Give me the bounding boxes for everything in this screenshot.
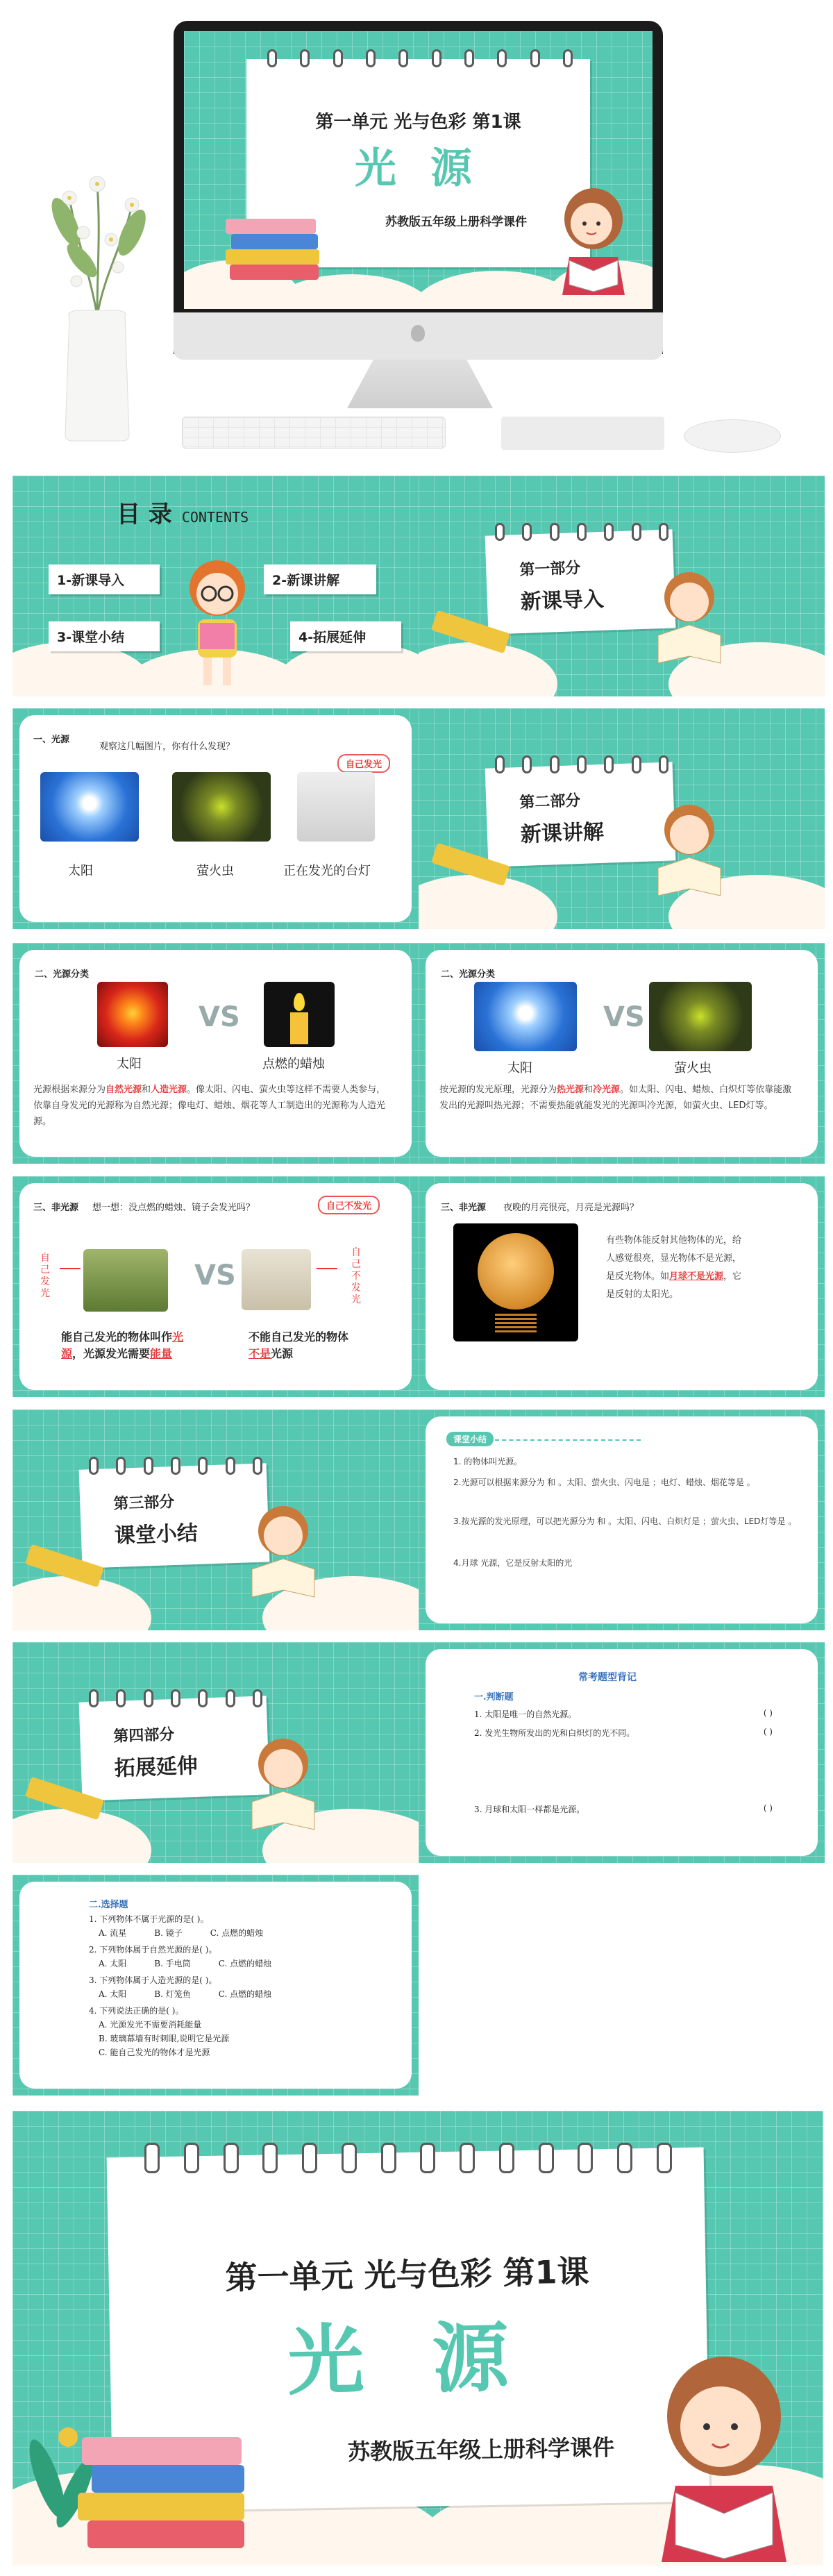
monitor-stand [347, 360, 493, 408]
slide-summary [419, 1410, 825, 1630]
choice-q4: 4. 下列说法正确的是( )。 A. 光源发光不需要消耗能量 B. 玻璃幕墙有时刺眼,说明它是光源 C. 能自己发光的物体才是光源 [89, 2006, 230, 2057]
caption-lamp: 正在发光的台灯 [283, 864, 371, 878]
caption-firefly: 萤火虫 [674, 1061, 712, 1076]
caption-sun: 太阳 [117, 1057, 142, 1071]
choice-q2: 2. 下列物体属于自然光源的是( )。 A. 太阳 B. 手电筒 C. 点燃的蜡烛 [89, 1945, 272, 1968]
judge-item-3: 3. 月球和太阳一样都是光源。 ( ) [474, 1803, 773, 1814]
slide-classify-1 [12, 943, 419, 1164]
keyboard [182, 417, 446, 449]
firefly-photo [172, 772, 271, 842]
side-label-left: 自己发光 [40, 1253, 50, 1299]
toc-heading-en: CONTENTS [181, 509, 249, 526]
girl-reading-illustration [548, 181, 639, 299]
judge-item-1: 1. 太阳是唯一的自然光源。 ( ) [474, 1708, 773, 1719]
notepad [501, 417, 664, 450]
part-3-label: 第三部分 [112, 1493, 175, 1514]
girl-book-illustration [648, 798, 731, 903]
caption-sun: 太阳 [68, 864, 93, 878]
part-4-label: 第四部分 [112, 1725, 175, 1746]
cover-big-title: 光 源 [355, 144, 482, 193]
slide-part-4 [12, 1642, 419, 1863]
slide-choice [12, 1875, 419, 2096]
caption-firefly: 萤火虫 [196, 864, 234, 878]
slide-toc [12, 476, 419, 696]
cover-title: 第一单元 光与色彩 第1课 [315, 112, 521, 133]
slide-cover-large [12, 2111, 823, 2566]
vs-label: VS [199, 1001, 240, 1033]
monitor-screen [184, 31, 653, 309]
prompt-text: 想一想：没点燃的蜡烛、镜子会发光吗？ [92, 1203, 255, 1213]
prompt-text: 夜晚的月亮很亮，月亮是光源吗？ [503, 1203, 639, 1213]
arrow-right-icon [317, 1268, 337, 1269]
toc-item-4[interactable]: 4-拓展延伸 [290, 621, 401, 651]
vase-plant [28, 156, 167, 448]
right-caption: 不能自己发光的物体 不是光源 [249, 1330, 349, 1360]
girl-book-illustration [648, 566, 731, 670]
slide-light-source [12, 708, 419, 929]
cover-subtitle-large: 苏教版五年级上册科学课件 [347, 2434, 615, 2466]
summary-line-2: 2.光源可以根据来源分为 和 。太阳、萤火虫、闪电是 ；电灯、蜡烛、烟花等是 。 [453, 1478, 755, 1487]
books-illustration-large [75, 2437, 255, 2566]
caption-sun: 太阳 [507, 1061, 532, 1076]
cover-subtitle: 苏教版五年级上册科学课件 [385, 215, 527, 229]
summary-line-1: 1. 的物体叫光源。 [453, 1457, 523, 1466]
books-illustration [226, 219, 323, 281]
side-label-right: 自己不发光 [351, 1247, 361, 1305]
firefly-photo [649, 982, 752, 1051]
sun-photo [474, 982, 577, 1051]
slide-judge [419, 1642, 825, 1863]
slide-part-1 [419, 476, 825, 696]
toc-item-1[interactable]: 1-新课导入 [49, 564, 160, 594]
girl-book-illustration [242, 1732, 325, 1837]
badge-not-luminous: 自己不发光 [318, 1196, 380, 1214]
mouse [684, 419, 781, 453]
part-2-name: 新课讲解 [520, 819, 605, 848]
sunset-photo [97, 982, 168, 1047]
section-title: 二、光源分类 [35, 969, 90, 980]
slide-part-3 [12, 1410, 419, 1630]
header-rule [495, 1439, 641, 1441]
badge-self-luminous: 自己发光 [337, 754, 390, 773]
toc-item-3[interactable]: 3-课堂小结 [49, 621, 160, 651]
section-title: 二、光源分类 [441, 969, 496, 980]
apple-logo-icon [411, 325, 425, 342]
slide-non-source [12, 1176, 419, 1397]
girl-glasses-illustration [169, 553, 266, 692]
vs-label: VS [603, 1001, 645, 1033]
moon-photo [453, 1223, 578, 1341]
part-4-name: 拓展延伸 [114, 1753, 199, 1782]
part-2-label: 第二部分 [519, 792, 581, 812]
summary-line-4: 4.月球 光源，它是反射太阳的光 [453, 1558, 573, 1568]
hero-mockup [0, 0, 833, 472]
arrow-left-icon [60, 1268, 81, 1269]
vs-label: VS [194, 1260, 236, 1291]
toc-heading: 目 录 [117, 501, 172, 528]
choice-q1: 1. 下列物体不属于光源的是( )。 A. 流星 B. 镜子 C. 点燃的蜡烛 [89, 1914, 264, 1938]
judge-item-2: 2. 发光生物所发出的光和白炽灯的光不同。 ( ) [474, 1727, 773, 1738]
cover-title-large: 第一单元 光与色彩 第1课 [225, 2252, 590, 2297]
girl-reading-illustration-large [637, 2347, 811, 2566]
summary-line-3: 3.按光源的发光原理，可以把光源分为 和 。太阳、闪电、白炽灯是 ；萤火虫、LED灯等是 。 [453, 1516, 797, 1526]
part-1-label: 第一部分 [519, 559, 581, 580]
classify-text: 光源根据来源分为自然光源和人造光源。像太阳、闪电、萤火虫等这样不需要人类参与，依靠自身发光的光源称为自然光源；像电灯、蜡烛、烟花等人工制造出的光源称为人造光源。 [33, 1085, 386, 1127]
left-caption: 能自己发光的物体叫作光源，光源发光需要能量 [61, 1330, 184, 1360]
summary-header: 课堂小结 [446, 1432, 494, 1446]
section-title: 三、非光源 [441, 1203, 487, 1213]
lamp-photo [297, 772, 375, 842]
choice-q3: 3. 下列物体属于人造光源的是( )。 A. 太阳 B. 灯笼鱼 C. 点燃的蜡烛 [89, 1975, 272, 1999]
cover-big-title-large: 光 源 [287, 2312, 530, 2407]
slide-classify-2 [419, 943, 825, 1164]
insect-photo [83, 1249, 168, 1312]
classify-text: 按光源的发光原理，光源分为热光源和冷光源。如太阳、闪电、蜡烛、白炽灯等依靠能激发出的光源叫热光源；不需要热能就能发光的光源叫冷光源，如萤火虫、LED灯等。 [439, 1085, 792, 1111]
slide-moon [419, 1176, 825, 1397]
slide-part-2 [419, 708, 825, 929]
section-title: 三、非光源 [33, 1203, 79, 1213]
judge-section: 一.判断题 [474, 1692, 514, 1703]
choice-section: 二.选择题 [89, 1900, 128, 1910]
monitor-chin [174, 312, 663, 360]
judge-header: 常考题型背记 [578, 1672, 637, 1683]
prompt-text: 观察这几幅图片，你有什么发现？ [99, 742, 235, 752]
section-title: 一、光源 [33, 735, 70, 745]
girl-book-illustration [242, 1500, 325, 1604]
candles-photo [242, 1249, 311, 1310]
toc-item-2[interactable]: 2-新课讲解 [264, 564, 376, 594]
candle-photo [264, 982, 335, 1047]
part-3-name: 课堂小结 [114, 1521, 199, 1549]
moon-text: 有些物体能反射其他物体的光，给人感觉很亮，显光物体不是光源，是反光物体。如月球不是光源，它是反射的太阳光。 [606, 1235, 742, 1300]
part-1-name: 新课导入 [520, 587, 605, 615]
caption-candle: 点燃的蜡烛 [262, 1057, 325, 1071]
sun-photo [40, 772, 139, 842]
